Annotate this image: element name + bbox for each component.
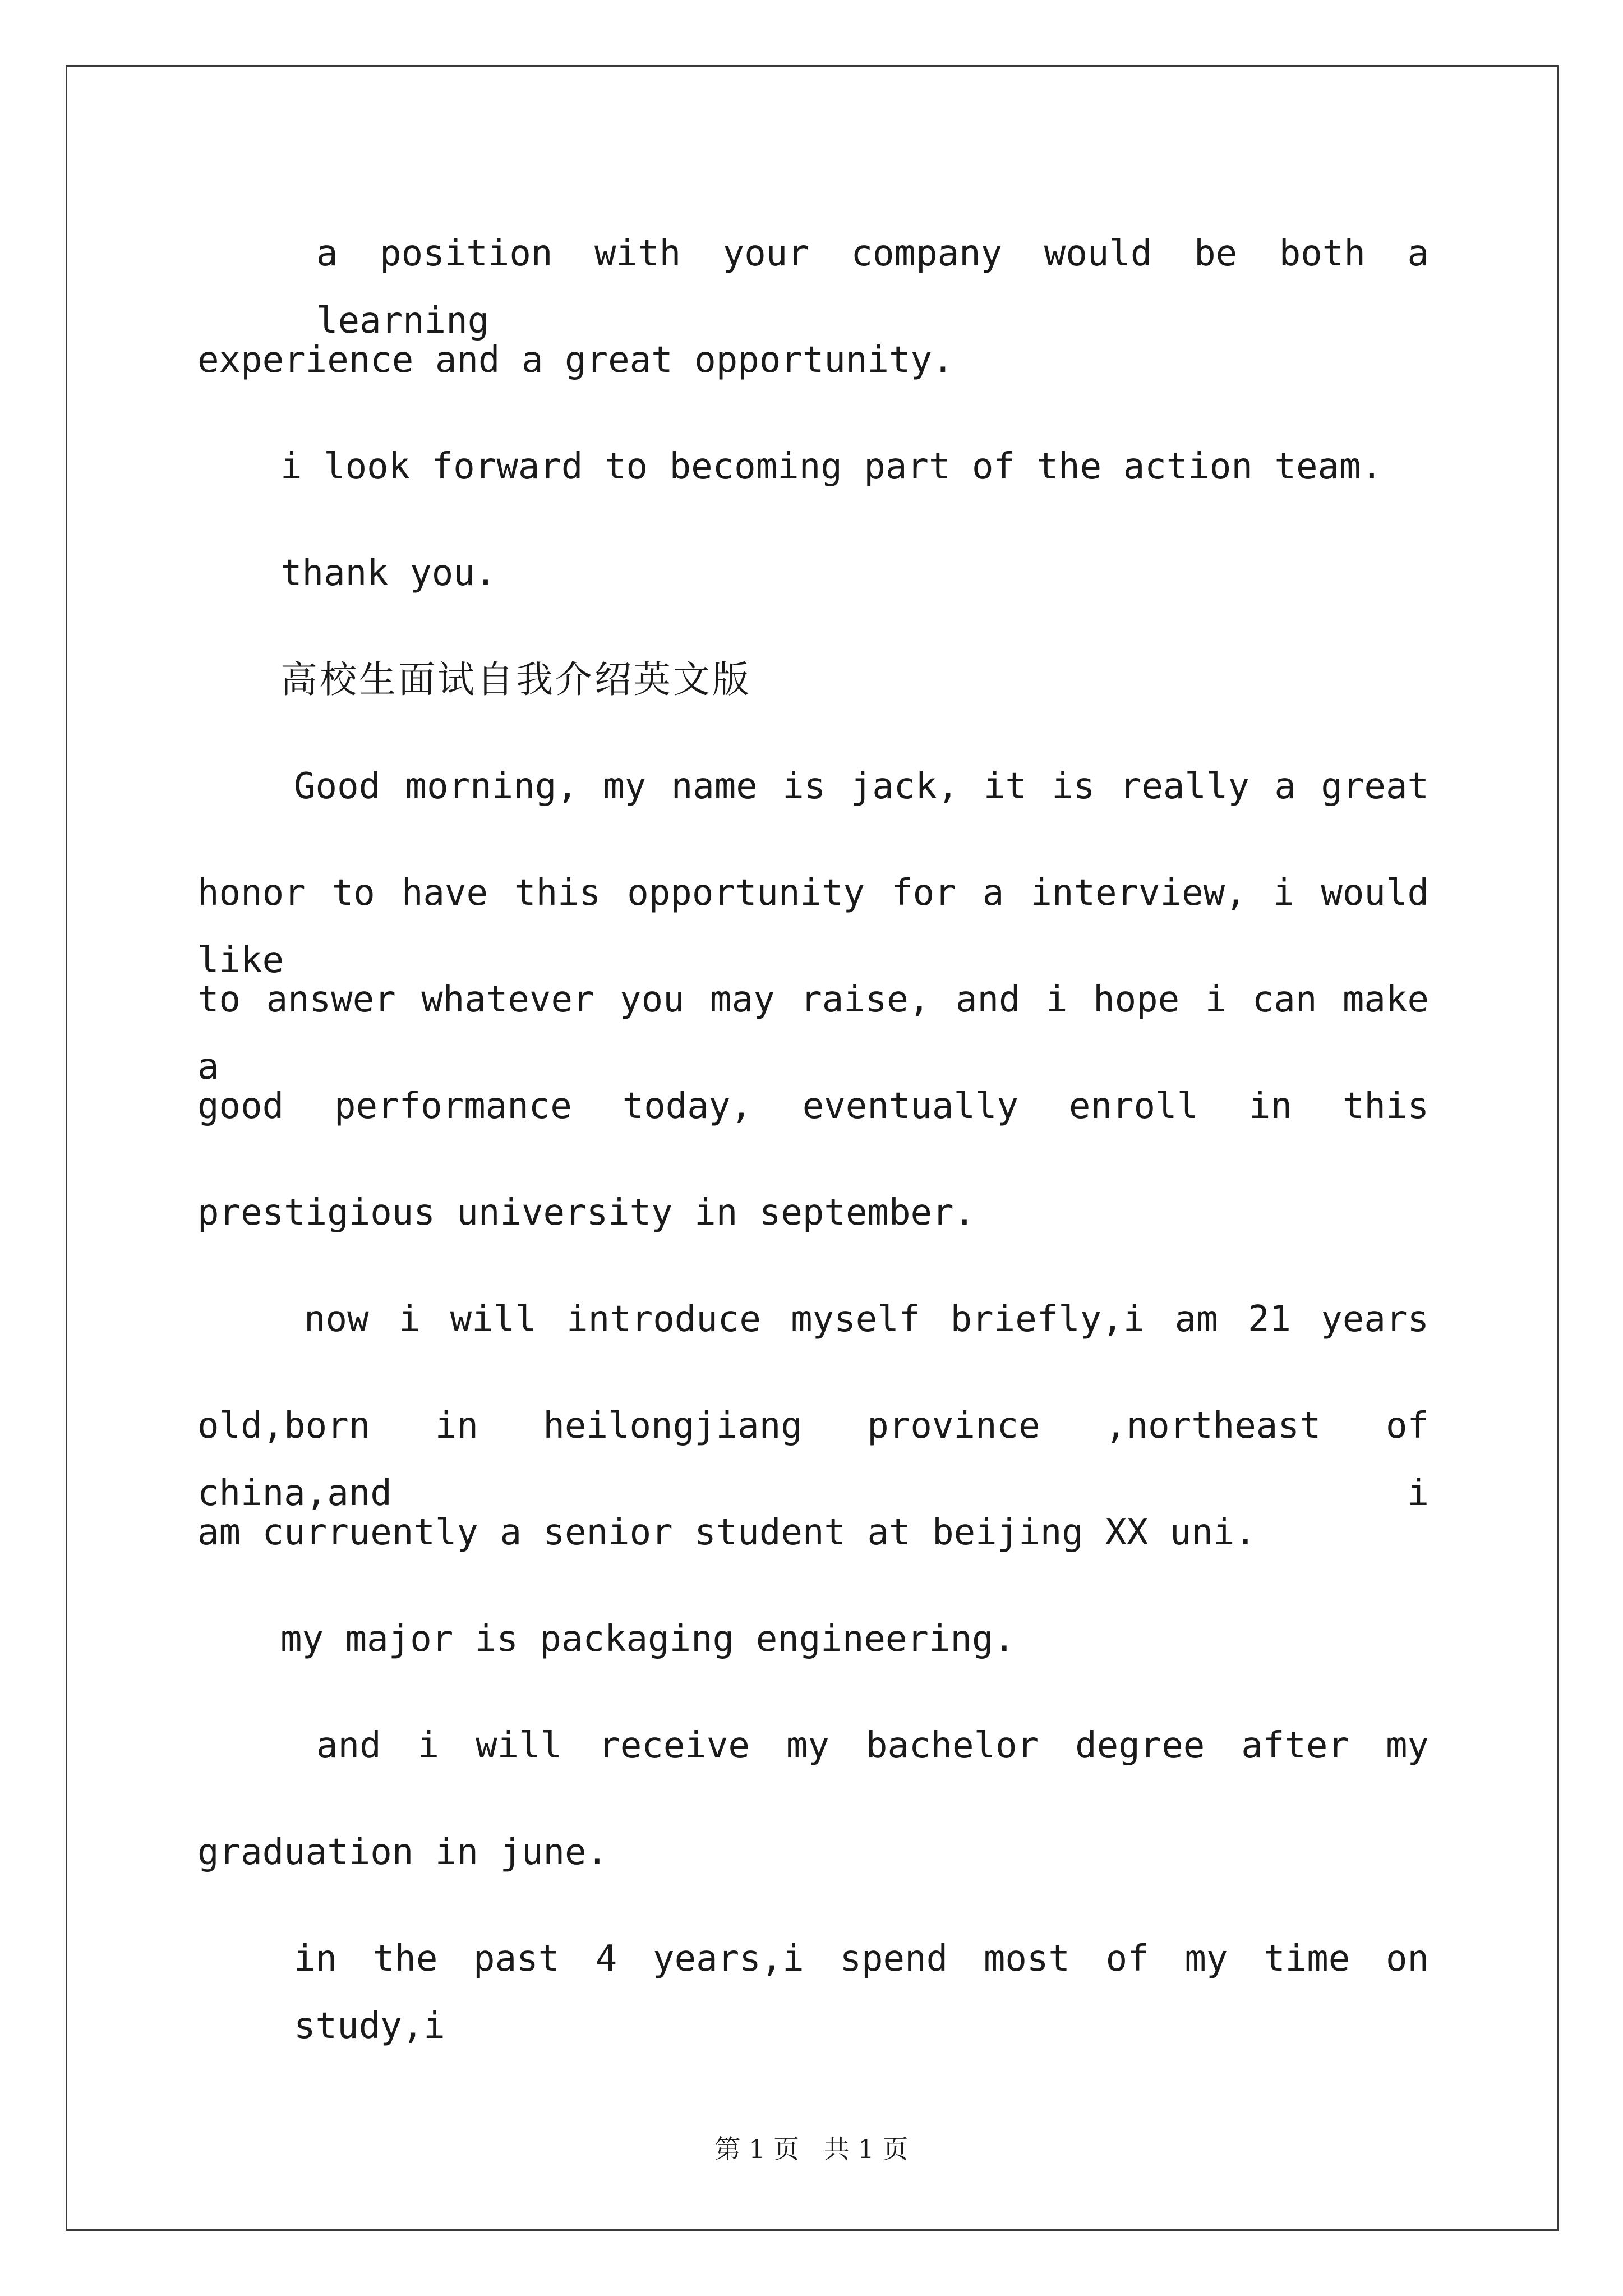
paragraph-line: and i will receive my bachelor degree after my xyxy=(316,1725,1429,1766)
paragraph-line: in the past 4 years,i spend most of my time on study,i xyxy=(294,1938,1429,2047)
paragraph-line: old,born in heilongjiang province ,northeast of china,and i xyxy=(197,1405,1429,1514)
paragraph-line: Good morning, my name is jack, it is really a great xyxy=(294,766,1429,807)
document-body xyxy=(197,220,1429,2047)
paragraph-line: now i will introduce myself briefly,i am 21 years xyxy=(304,1299,1429,1340)
paragraph-line: a position with your company would be both a learning xyxy=(316,233,1429,342)
paragraph-line: honor to have this opportunity for a interview, i would like xyxy=(197,872,1429,981)
paragraph-line: graduation in june. xyxy=(197,1832,608,1873)
paragraph-line: my major is packaging engineering. xyxy=(280,1618,1016,1660)
paragraph-line: i look forward to becoming part of the action team. xyxy=(280,446,1383,487)
paragraph-line: prestigious university in september. xyxy=(197,1192,976,1234)
paragraph-line: am curruently a senior student at beijing XX uni. xyxy=(197,1512,1257,1553)
section-heading: 高校生面试自我介绍英文版 xyxy=(280,658,751,701)
paragraph-line: to answer whatever you may raise, and i hope i can make a xyxy=(197,979,1429,1088)
paragraph-line: good performance today, eventually enroll in this xyxy=(197,1085,1429,1127)
paragraph-line: experience and a great opportunity. xyxy=(197,339,954,381)
page-number-footer: 第 1 页 共 1 页 xyxy=(714,2134,909,2164)
paragraph-line: thank you. xyxy=(280,553,497,594)
